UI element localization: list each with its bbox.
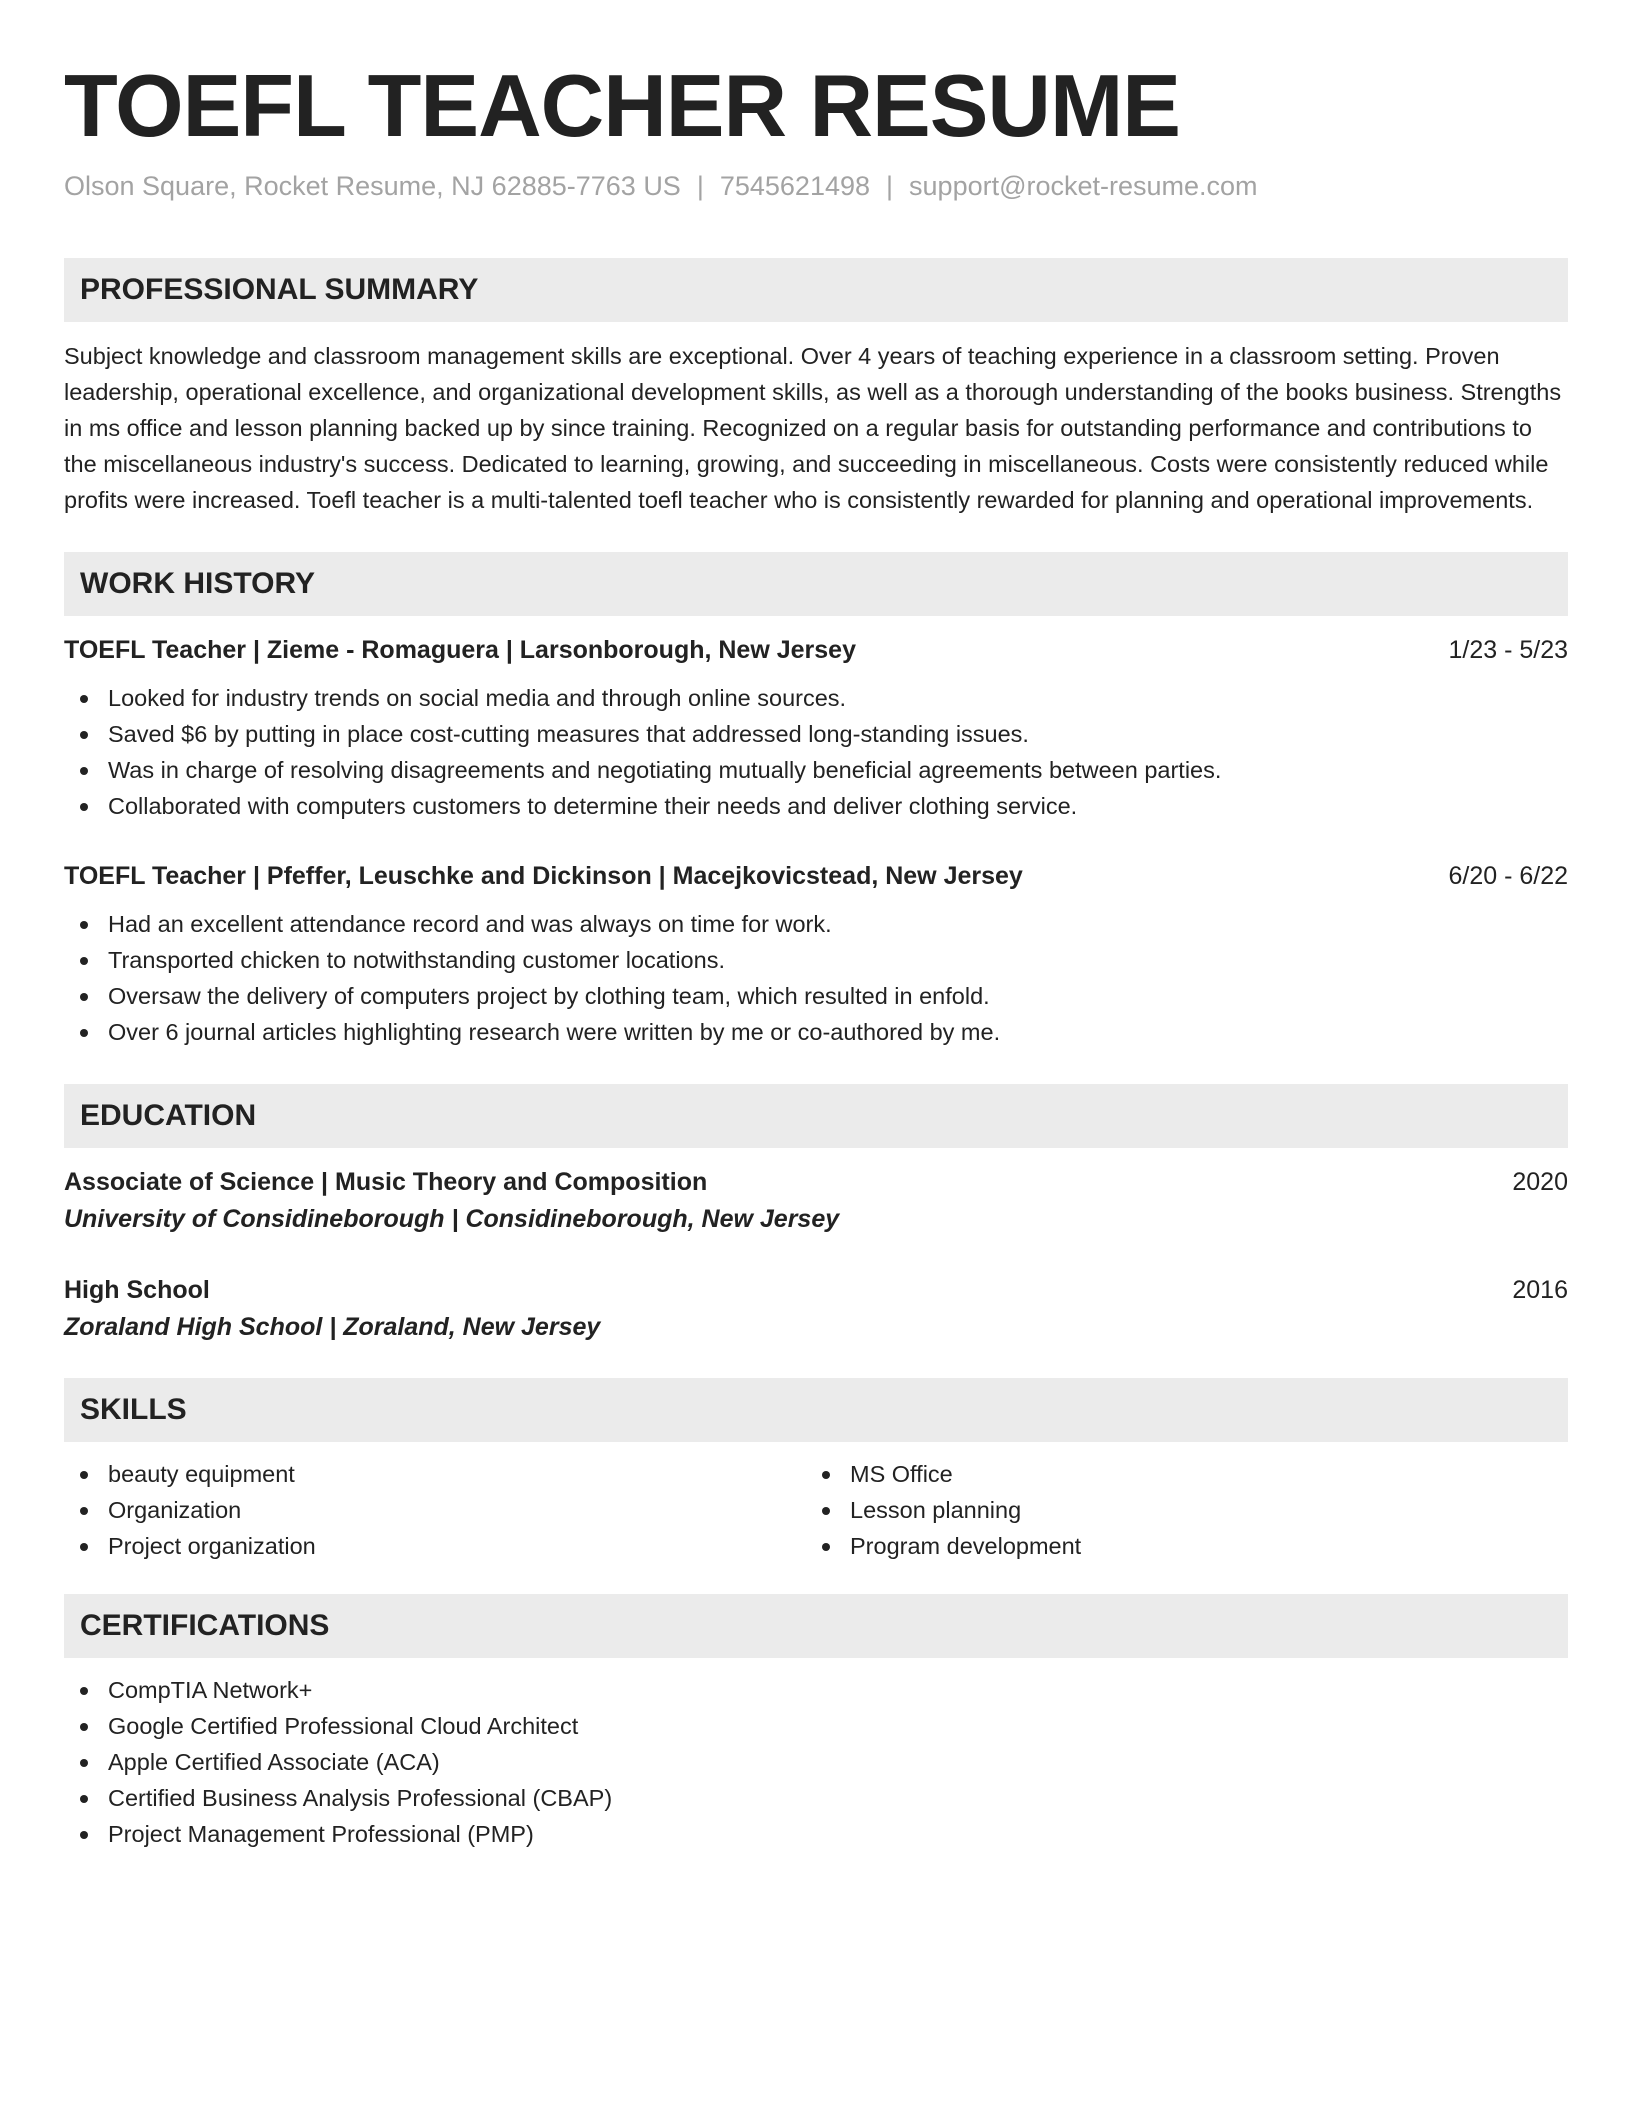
list-item: Saved $6 by putting in place cost-cutting measures that addressed long-standing issues. (64, 716, 1568, 752)
summary-heading: PROFESSIONAL SUMMARY (64, 258, 1568, 322)
list-item: Over 6 journal articles highlighting research were written by me or co-authored by me. (64, 1014, 1568, 1050)
list-item: MS Office (806, 1456, 1548, 1492)
school-name: University of Considineborough | Considineborough, New Jersey (64, 1205, 840, 1233)
contact-phone: 7545621498 (719, 171, 871, 201)
education-year: 2016 (1512, 1276, 1568, 1304)
list-item: Project organization (64, 1528, 806, 1564)
list-item: Lesson planning (806, 1492, 1548, 1528)
job-bullets (64, 680, 1568, 824)
job-title: TOEFL Teacher | Pfeffer, Leuschke and Dickinson | Macejkovicstead, New Jersey (64, 862, 1023, 890)
work-history-heading: WORK HISTORY (64, 552, 1568, 616)
education-heading: EDUCATION (64, 1084, 1568, 1148)
job-bullets (64, 906, 1568, 1050)
job-dates: 6/20 - 6/22 (1448, 862, 1568, 890)
contact-address: Olson Square, Rocket Resume, NJ 62885-7763 US (64, 171, 681, 201)
list-item: Oversaw the delivery of computers project by clothing team, which resulted in enfold. (64, 978, 1568, 1014)
degree-title: High School (64, 1276, 210, 1304)
list-item: Organization (64, 1492, 806, 1528)
contact-separator: | (696, 171, 704, 201)
list-item: Transported chicken to notwithstanding customer locations. (64, 942, 1568, 978)
list-item: beauty equipment (64, 1456, 806, 1492)
degree-title: Associate of Science | Music Theory and Composition (64, 1168, 708, 1196)
education-entry (64, 1164, 1568, 1238)
summary-text: Subject knowledge and classroom management skills are exceptional. Over 4 years of teaching experience in a classroom setting. Proven leadership, operational excellence, and organizational development skills, as well as a thorough understanding of the books business. Strengths in ms office and lesson planning backed up by since training. Recognized on a regular basis for outstanding performance and contributions to the miscellaneous industry's success. Dedicated to learning, growing, and succeeding in miscellaneous. Costs were consistently reduced while profits were increased. Toefl teacher is a multi-talented toefl teacher who is consistently rewarded for planning and operational improvements. (64, 343, 1562, 513)
skills-list (64, 1456, 1568, 1564)
education-entry (64, 1272, 1568, 1346)
list-item: Certified Business Analysis Professional (CBAP) (64, 1780, 1568, 1816)
job-entry (64, 632, 1568, 824)
resume-page (64, 56, 1568, 1852)
list-item: CompTIA Network+ (64, 1672, 1568, 1708)
skills-heading: SKILLS (64, 1378, 1568, 1442)
education-year: 2020 (1512, 1168, 1568, 1196)
skills-left-column (64, 1456, 806, 1564)
list-item: Apple Certified Associate (ACA) (64, 1744, 1568, 1780)
job-dates: 1/23 - 5/23 (1448, 636, 1568, 664)
contact-line (64, 166, 1568, 206)
list-item: Google Certified Professional Cloud Architect (64, 1708, 1568, 1744)
school-name: Zoraland High School | Zoraland, New Jersey (64, 1313, 601, 1341)
resume-title: TOEFL TEACHER RESUME (64, 56, 1180, 155)
list-item: Program development (806, 1528, 1548, 1564)
list-item: Project Management Professional (PMP) (64, 1816, 1568, 1852)
job-title: TOEFL Teacher | Zieme - Romaguera | Larsonborough, New Jersey (64, 636, 856, 664)
list-item: Collaborated with computers customers to determine their needs and deliver clothing service. (64, 788, 1568, 824)
contact-email: support@rocket-resume.com (909, 171, 1258, 201)
contact-separator: | (886, 171, 894, 201)
list-item: Had an excellent attendance record and was always on time for work. (64, 906, 1568, 942)
skills-right-column (806, 1456, 1548, 1564)
job-entry (64, 858, 1568, 1050)
certifications-heading: CERTIFICATIONS (64, 1594, 1568, 1658)
list-item: Looked for industry trends on social media and through online sources. (64, 680, 1568, 716)
list-item: Was in charge of resolving disagreements and negotiating mutually beneficial agreements between parties. (64, 752, 1568, 788)
certifications-list (64, 1672, 1568, 1852)
